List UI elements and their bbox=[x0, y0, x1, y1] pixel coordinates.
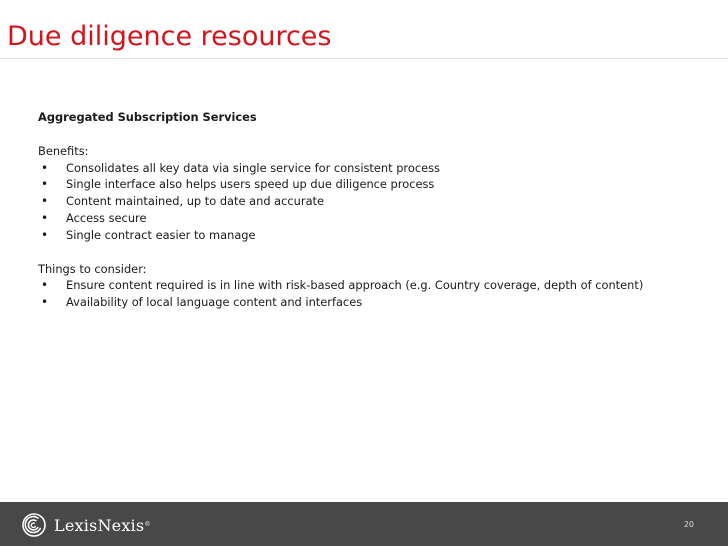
title-divider bbox=[0, 58, 728, 59]
considerations-heading: Things to consider: bbox=[38, 261, 147, 276]
spacer bbox=[38, 244, 718, 261]
benefit-item bbox=[38, 160, 718, 177]
benefit-item bbox=[38, 210, 718, 227]
considerations-list bbox=[38, 277, 718, 311]
bullet-icon: • bbox=[41, 160, 49, 175]
footer-bar bbox=[0, 502, 728, 546]
benefit-text: Single contract easier to manage bbox=[66, 227, 256, 242]
lexisnexis-logo bbox=[22, 513, 150, 537]
page-number: 20 bbox=[683, 520, 694, 529]
benefits-list bbox=[38, 160, 718, 244]
consideration-text: Ensure content required is in line with risk-based approach (e.g. Country coverage, depth of content) bbox=[66, 278, 644, 293]
logo-wordmark: LexisNexis bbox=[54, 515, 145, 535]
bullet-icon: • bbox=[41, 194, 49, 209]
consideration-item bbox=[38, 277, 718, 294]
bullet-icon: • bbox=[41, 210, 49, 225]
benefit-item bbox=[38, 176, 718, 193]
benefit-text: Access secure bbox=[66, 210, 147, 225]
bullet-icon: • bbox=[41, 278, 49, 293]
consideration-text: Availability of local language content and interfaces bbox=[66, 295, 363, 310]
registered-mark: ® bbox=[145, 522, 150, 528]
consideration-item bbox=[38, 294, 718, 311]
bullet-icon: • bbox=[41, 227, 49, 242]
benefit-text: Single interface also helps users speed up due diligence process bbox=[66, 177, 435, 192]
bullet-icon: • bbox=[41, 295, 49, 310]
slide-title: Due diligence resources bbox=[7, 21, 332, 52]
benefit-item bbox=[38, 193, 718, 210]
subheading: Aggregated Subscription Services bbox=[38, 110, 257, 124]
spacer bbox=[38, 126, 718, 143]
benefit-text: Consolidates all key data via single service for consistent process bbox=[66, 160, 440, 175]
lexisnexis-swirl-icon bbox=[22, 513, 46, 537]
benefit-text: Content maintained, up to date and accurate bbox=[66, 194, 325, 209]
bullet-icon: • bbox=[41, 177, 49, 192]
slide-content bbox=[38, 109, 718, 311]
benefit-item bbox=[38, 227, 718, 244]
benefits-heading: Benefits: bbox=[38, 143, 89, 158]
